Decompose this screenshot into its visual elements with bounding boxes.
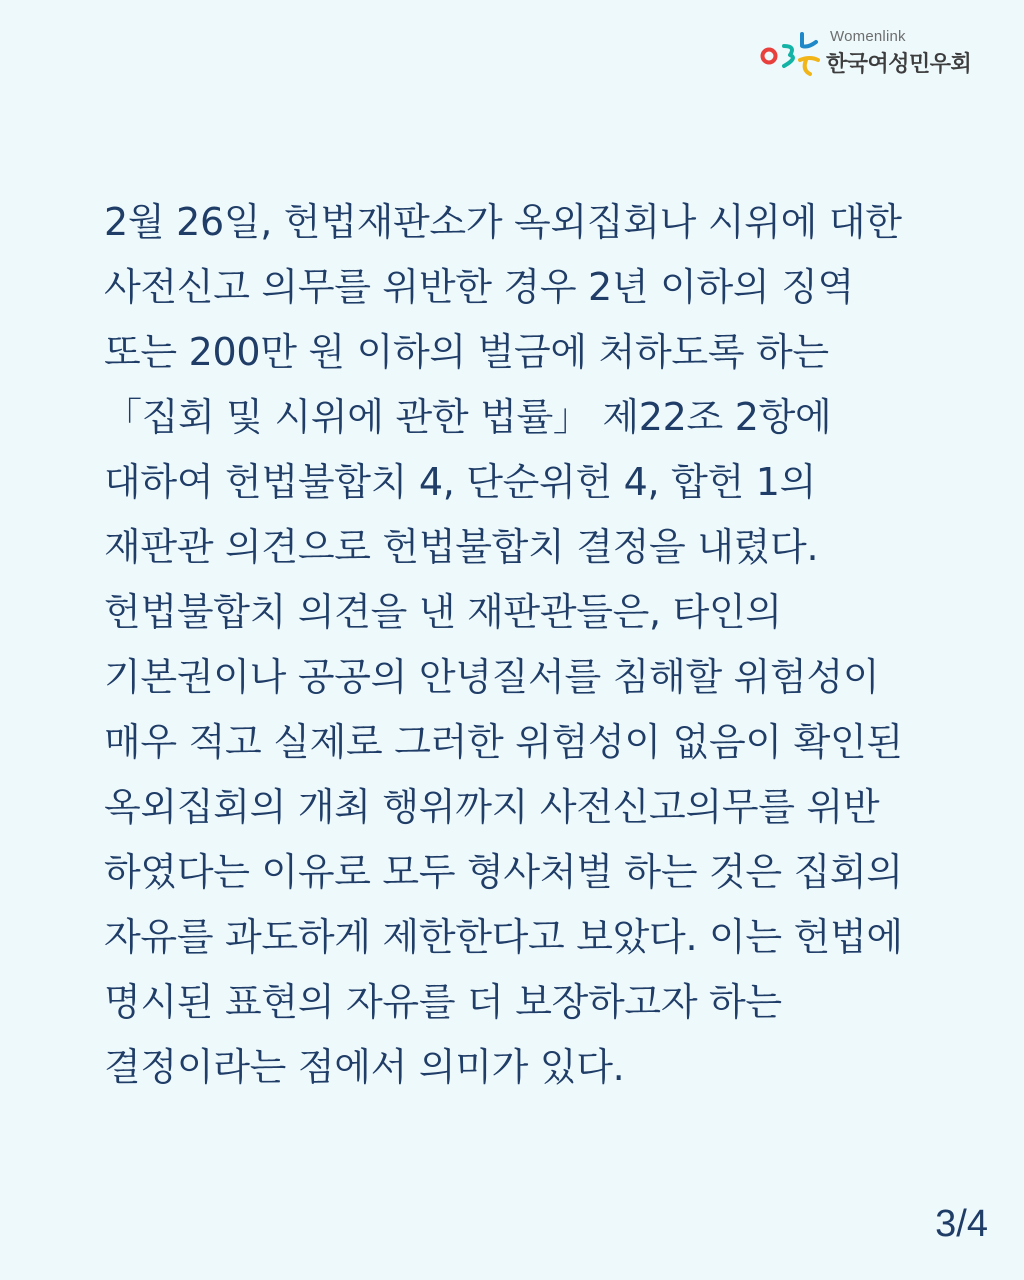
body-line: 2월 26일, 헌법재판소가 옥외집회나 시위에 대한 <box>104 200 902 244</box>
womenlink-logo <box>760 28 1000 80</box>
body-line: 명시된 표현의 자유를 더 보장하고자 하는 <box>104 980 782 1024</box>
body-line: 자유를 과도하게 제한한다고 보았다. 이는 헌법에 <box>104 915 903 959</box>
body-line: 기본권이나 공공의 안녕질서를 침해할 위험성이 <box>104 655 880 699</box>
body-line: 사전신고 의무를 위반한 경우 2년 이하의 징역 <box>104 265 854 309</box>
logo-name-ko: 한국여성민우회 <box>826 52 972 77</box>
page-indicator: 3/4 <box>935 1203 988 1245</box>
body-line: 대하여 헌법불합치 4, 단순위헌 4, 합헌 1의 <box>104 460 816 504</box>
body-line: 매우 적고 실제로 그러한 위험성이 없음이 확인된 <box>104 720 903 764</box>
logo-name-en: Womenlink <box>830 28 906 45</box>
body-line: 헌법불합치 의견을 낸 재판관들은, 타인의 <box>104 590 782 634</box>
body-line: 재판관 의견으로 헌법불합치 결정을 내렸다. <box>104 525 819 569</box>
body-line: 「집회 및 시위에 관한 법률」 제22조 2항에 <box>104 395 832 439</box>
body-line: 결정이라는 점에서 의미가 있다. <box>104 1045 625 1089</box>
body-line: 하였다는 이유로 모두 형사처벌 하는 것은 집회의 <box>104 850 903 894</box>
body-line: 옥외집회의 개최 행위까지 사전신고의무를 위반 <box>104 785 880 829</box>
womenlink-logo-mark-icon <box>760 30 824 78</box>
body-line: 또는 200만 원 이하의 벌금에 처하도록 하는 <box>104 330 829 374</box>
body-paragraph <box>104 190 934 1100</box>
